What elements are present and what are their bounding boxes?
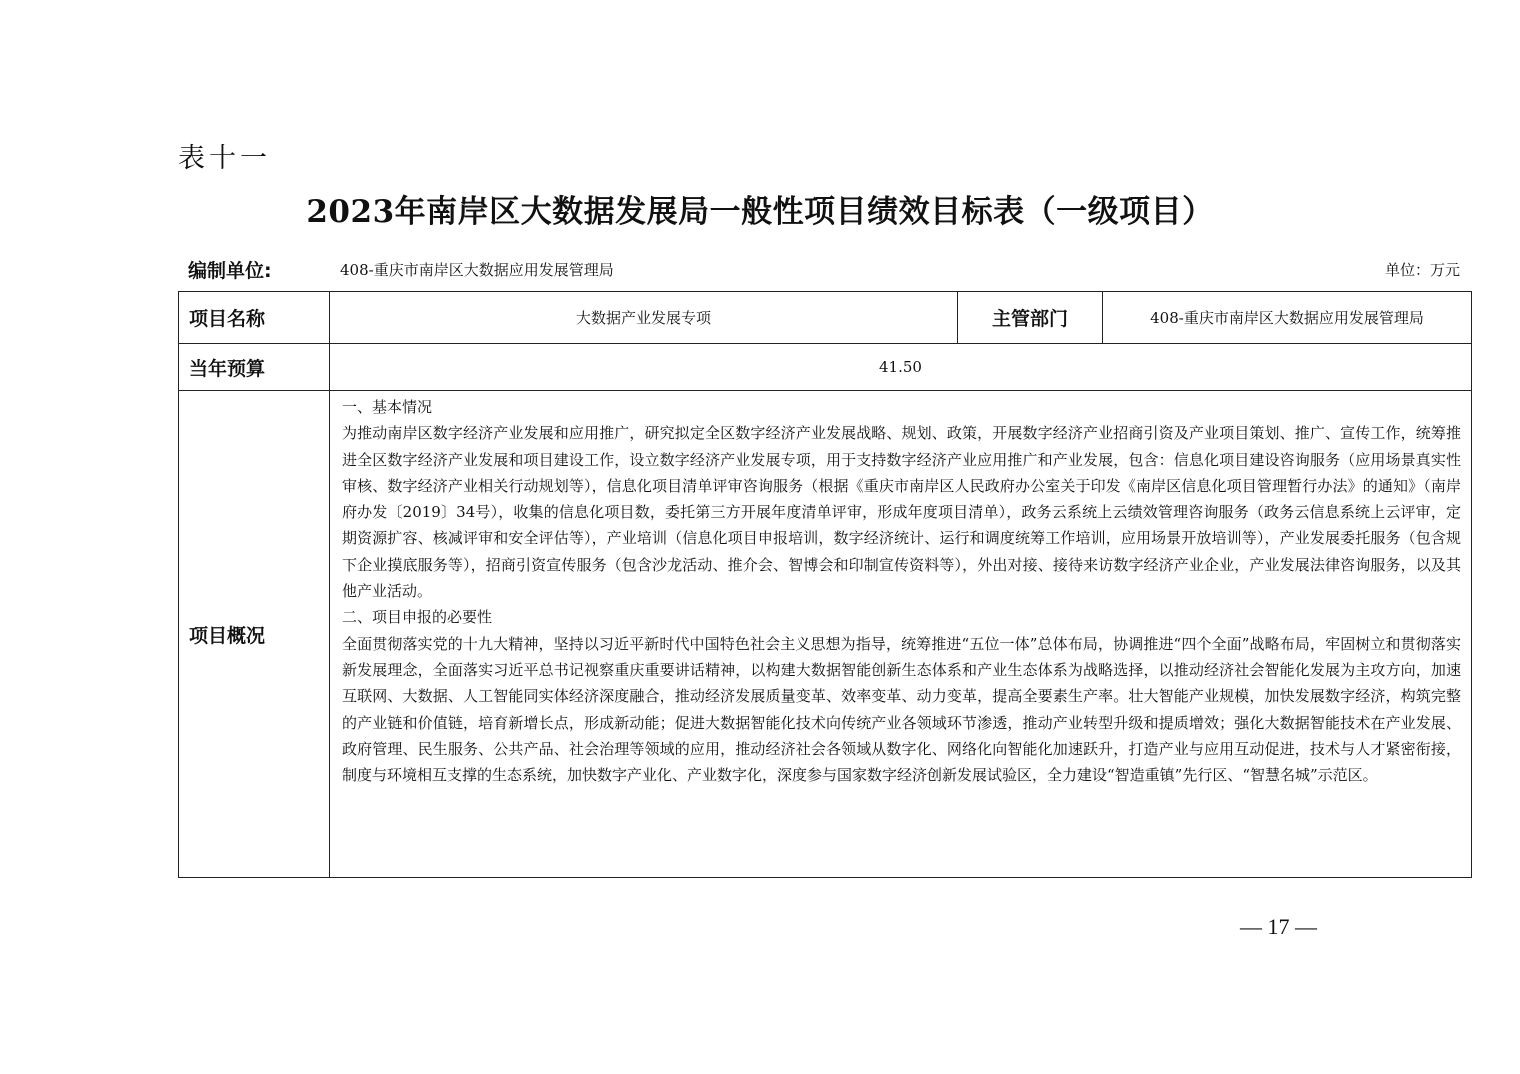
compiling-unit-label: 编制单位:: [188, 260, 272, 282]
overview-heading-basic: 一、基本情况: [342, 398, 433, 416]
compiling-unit-value: 408-重庆市南岸区大数据应用发展管理局: [340, 261, 614, 279]
table-number-label: 表十一: [178, 143, 271, 174]
project-name-value: 大数据产业发展专项: [330, 292, 958, 344]
department-value: 408-重庆市南岸区大数据应用发展管理局: [1103, 292, 1472, 344]
budget-value: 41.50: [330, 344, 1472, 391]
overview-content: [330, 391, 1472, 878]
department-label: 主管部门: [958, 292, 1103, 344]
performance-table: [178, 291, 1472, 878]
meta-row: [178, 256, 1470, 286]
page-number: — 17 —: [1240, 914, 1317, 939]
table-row: [179, 344, 1472, 391]
currency-unit: 单位：万元: [1384, 261, 1460, 279]
budget-label: 当年预算: [179, 344, 330, 391]
table-row: [179, 292, 1472, 344]
project-name-label: 项目名称: [179, 292, 330, 344]
overview-label: 项目概况: [179, 391, 330, 878]
overview-heading-necessity: 二、项目申报的必要性: [342, 608, 493, 627]
overview-paragraph-necessity: 全面贯彻落实党的十九大精神，坚持以习近平新时代中国特色社会主义思想为指导，统筹推进“五位一体”总体布局，协调推进“四个全面”战略布局，牢固树立和贯彻落实新发展理念，全面落实习近平总书记视察重庆重要讲话精神，以构建大数据智能创新生态体系和产业生态体系为战略选择，以推动经济社会智能化发展为主攻方向，加速互联网、大数据、人工智能同实体经济深度融合，推动经济发展质量变革、效率变革、动力变革，提高全要素生产率。壮大智能产业规模，加快发展数字经济，构筑完整的产业链和价值链，培育新增长点，形成新动能；促进大数据智能化技术向传统产业各领域环节渗透，推动产业转型升级和提质增效；强化大数据智能技术在产业发展、政府管理、民生服务、公共产品、社会治理等领域的应用，推动经济社会各领域从数字化、网络化向智能化加速跃升，打造产业与应用互动促进，技术与人才紧密衔接，制度与环境相互支撑的生态系统，加快数字产业化、产业数字化，深度参与国家数字经济创新发展试验区，全力建设“智造重镇”先行区、“智慧名城”示范区。: [342, 634, 1461, 785]
table-row: [179, 391, 1472, 878]
overview-paragraph-basic: 为推动南岸区数字经济产业发展和应用推广，研究拟定全区数字经济产业发展战略、规划、政策，开展数字经济产业招商引资及产业项目策划、推广、宣传工作，统筹推进全区数字经济产业发展和项目建设工作，设立数字经济产业发展专项，用于支持数字经济产业应用推广和产业发展，包含：信息化项目建设咨询服务（应用场景真实性审核、数字经济产业相关行动规划等），信息化项目清单评审咨询服务（根据《重庆市南岸区人民政府办公室关于印发《南岸区信息化项目管理暂行办法》的通知》（南岸府办发〔2019〕34号），收集的信息化项目数，委托第三方开展年度清单评审，形成年度项目清单），政务云系统上云绩效管理咨询服务（政务云信息系统上云评审，定期资源扩容、核减评审和安全评估等），产业培训（信息化项目申报培训，数字经济统计、运行和调度统筹工作培训，应用场景开放培训等），产业发展委托服务（包含规下企业摸底服务等），招商引资宣传服务（包含沙龙活动、推介会、智博会和印制宣传资料等），外出对接、接待来访数字经济产业企业，产业发展法律咨询服务，以及其他产业活动。: [342, 424, 1461, 601]
document-title: 2023年南岸区大数据发展局一般性项目绩效目标表（一级项目）: [306, 194, 1214, 230]
